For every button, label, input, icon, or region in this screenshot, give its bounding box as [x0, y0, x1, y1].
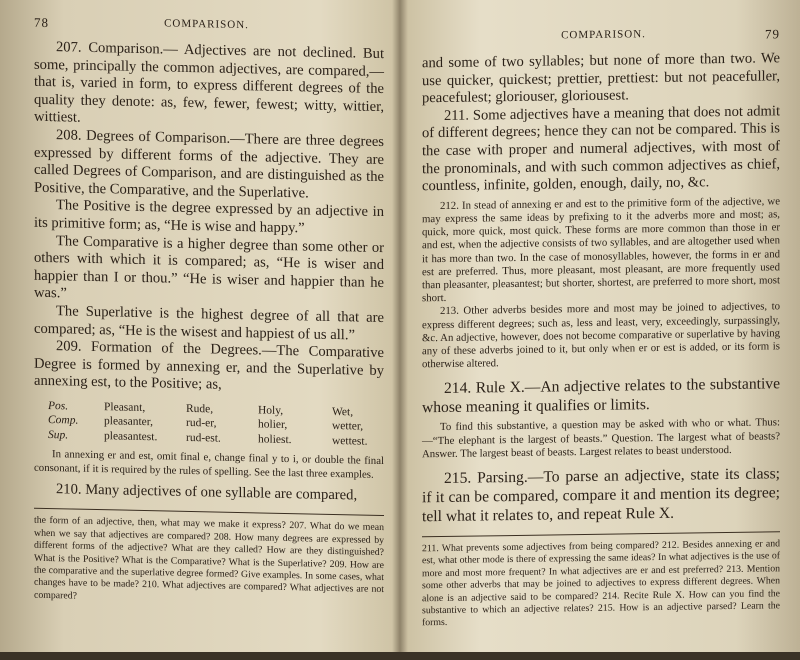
rule-x-note [422, 417, 780, 462]
table-cell: wettest. [332, 434, 368, 448]
table-cell: holiest. [258, 433, 292, 446]
right-small-print [422, 195, 780, 372]
page-number: 79 [765, 26, 780, 42]
table-cell: Wet, [332, 405, 354, 419]
running-head: COMPARISON. [164, 17, 249, 32]
footnote-questions: 211. What prevents some adjectives from being compared? 212. Besides annexing er and est, what other mode is there of expressing the same ideas? In what adjectives is the use of more and most more frequent? In what adjectives are er and est preferred? 213. Mention some other adverbs that may be joined to adjectives to express different degrees. When alone is an adjective said to be compared? 214. Recite Rule X. How can you find the substantive to which an adjective relates? 215. How is an adjective parsed? Learn the forms. [422, 538, 780, 629]
section-212: 212. In stead of annexing er and est to the primitive form of the adjective, we may express the same ideas by prefixing to it the adverbs more and most; as, quick, more quick, most quick. These forms are more common than those in er and est, when the adjective consists of two syllables, and are altogether used when it has more than two. In the case of monosyllables, however, the forms in er and est are preferred. Thus, more pleasant, most pleasant, are more frequently used than pleasanter, pleasantest; but shorter, shortest, are preferred to more short, most short. [422, 195, 780, 305]
right-page [402, 0, 800, 658]
footnote-questions: the form of an adjective, then, what may we make it express? 207. What do we mean when we say that adjectives are compared? 208. How many degrees are expressed by different forms of the adjective? What are they called? How are they distinguished? What is the Positive? What is the Comparative? What is the Superlative? 209. How are the comparative and the superlative degree formed? Give examples. In some cases, what changes have to be made? 210. What adjectives are compared? What adjectives are not compared? [34, 515, 384, 602]
left-footnote [34, 515, 384, 609]
annexing-note: In annexing er and est, omit final e, change final y to i, or double the final consonant, if it is required by the rules of spelling. See the last three examples. [34, 448, 384, 481]
table-cell: pleasanter, [104, 415, 154, 429]
table-cell: Comp. [48, 414, 79, 428]
section-210: 210. Many adjectives of one syllable are compared, [56, 480, 358, 504]
comparison-table [48, 399, 384, 450]
section-214: 214. Rule X.—An adjective relates to the substantive whose meaning it qualifies or limits. [422, 375, 780, 417]
section-211: 211. Some adjectives have a meaning that does not admit of different degrees; hence they can not be compared. This is the case with proper and numeral adjectives, with most of the pronominals, and with such common adjectives as chief, countless, infinite, golden, enough, daily, no, &c. [422, 103, 780, 195]
section-210-continued: and some of two syllables; but none of more than two. We use quicker, quickest; prettier, prettiest: but not peacefuller, peacefulest; gloriouser, gloriousest. [422, 50, 780, 107]
footnote-divider [34, 508, 384, 516]
section-207: 207. Comparison.— Adjectives are not declined. But some, principally the common adjectives, are compared,—that is, varied in form, to express different degrees of the quality they denote: as, few, fewer, fewest; witty, wittier, wittiest. [34, 39, 384, 127]
right-body [422, 50, 780, 196]
section-214-note: To find this substantive, a question may be asked with who or what. Thus:—“The elephant is the largest of beasts.” Question. The largest what of beasts? Answer. The largest beast of beasts. Largest relates to beast understood. [422, 416, 780, 461]
table-cell: wetter, [332, 420, 364, 433]
right-page-header [422, 26, 780, 47]
table-cell: Pos. [48, 399, 69, 413]
table-cell: holier, [258, 418, 288, 432]
rule-x-block [422, 375, 780, 418]
table-cell: Rude, [186, 402, 214, 416]
parsing-block [422, 464, 780, 526]
right-footnote [422, 538, 780, 630]
table-cell: Pleasant, [104, 401, 146, 414]
table-cell: Holy, [258, 404, 284, 417]
section-213: 213. Other adverbs besides more and most may be joined to adjectives, to express different degrees; such as, less and least, very, exceedingly, surpassingly, &c. An adjective, however, does not become comparative or superlative by having any of these adverbs joined to it, but only when er or est is added, or its form is otherwise altered. [422, 300, 780, 371]
superlative-definition: The Superlative is the highest degree of all that are compared; as, “He is the wisest and happiest of us all.” [34, 303, 384, 343]
section-209: 209. Formation of the Degrees.—The Comparative Degree is formed by annexing er, and the Superlative by annexing est, to the Positive; as, [34, 338, 384, 393]
positive-definition: The Positive is the degree expressed by an adjective in its primitive form; as, “He is wise and happy.” [34, 197, 384, 237]
table-cell: pleasantest. [104, 430, 158, 444]
running-head: COMPARISON. [561, 28, 646, 42]
section-208: 208. Degrees of Comparison.—There are three degrees expressed by different forms of the adjective. They are called Degrees of Comparison, and are distinguished as the Positive, the Comparative, and the Superlative. [34, 127, 384, 202]
left-body [34, 39, 384, 398]
comparative-definition: The Comparative is a higher degree than some other or others with which it is compared; as, “He is wiser and happier than I or thou.” “He is wiser and happier than he was.” [34, 232, 384, 302]
table-cell: Sup. [48, 428, 69, 442]
left-page [0, 0, 398, 660]
page-number: 78 [34, 14, 49, 31]
left-page-header [34, 15, 384, 38]
table-cell: rud-er, [186, 417, 217, 430]
section-215: 215. Parsing.—To parse an adjective, state its class; if it can be compared, compare it and mention its degree; tell what it relates to, and repeat Rule X. [422, 465, 780, 526]
table-cell: rud-est. [186, 431, 221, 445]
footnote-divider [422, 531, 780, 537]
